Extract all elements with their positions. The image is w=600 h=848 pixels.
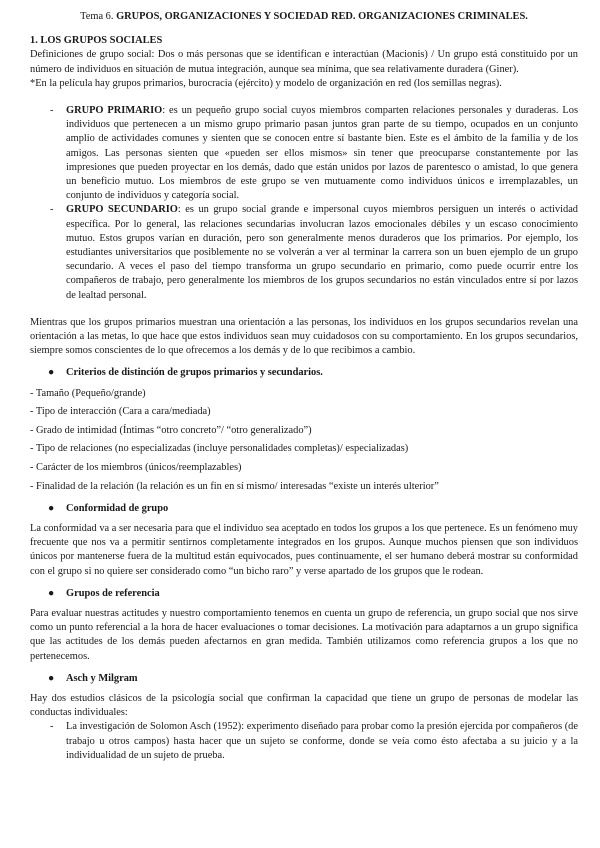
film-note: *En la película hay grupos primarios, burocracia (ejército) y modelo de organización en red (los semillas negras). [30, 77, 502, 89]
term-description: : es un pequeño grupo social cuyos miembros comparten relaciones personales y duraderas. Los individuos que pertenecen a un mismo grupo primario pasan juntos gran parte de su tiempo, ocupados en un conjunto amplio de actividades comunes y sienten que se conocen entre sí bastante bien. Este es el ámbito de la familia y de los amigos. Las personas sienten que «pueden ser ellos mismos» sin tener que preocuparse constantemente por las impresiones que pueden proyectar en los demás, dado que están unidos por lazos de parentesco o amistad, lo que genera un beneficio mutuo. Los miembros de este grupo se ven mutuamente como individuos únicos e irremplazables, un conjunto de individuos y categoría social. [66, 105, 578, 202]
criteria-item: - Tipo de interacción (Cara a cara/mediada) [30, 406, 211, 418]
reference-heading [30, 587, 578, 601]
list-item [30, 104, 578, 203]
group-types-list [30, 104, 578, 303]
comparison-paragraph: Mientras que los grupos primarios muestran una orientación a las personas, los individuos en los grupos secundarios revelan una orientación a las metas, lo que hace que estos individuos sean muy cuidadosos con su comportamiento. En los grupos secundarios, siempre somos conscientes de lo que ofrecemos a los demás y de lo que recibimos a cambio. [30, 316, 578, 357]
criteria-item: - Tipo de relaciones (no especializadas (incluye personalidades completas)/ especializadas) [30, 443, 409, 455]
criteria-item: - Grado de intimidad (Íntimas “otro concreto”/ “otro generalizado”) [30, 424, 312, 436]
dash-marker: - [50, 721, 54, 733]
reference-paragraph: Para evaluar nuestras actitudes y nuestro comportamiento tenemos en cuenta un grupo de referencia, un grupo social que nos sirve como un punto referencial a la hora de hacer evaluaciones o tomar decisiones. La motivación para adaptarnos a un grupo significa que las actitudes de los demás pueden afectarnos en gran medida. También utilizamos como referencia grupos a los que no pertenecemos. [30, 608, 578, 662]
conformity-heading-text: Conformidad de grupo [66, 502, 169, 514]
conformity-heading [30, 502, 578, 516]
topic-prefix: Tema 6. [80, 11, 114, 22]
document-title [30, 10, 578, 24]
asch-study-text: La investigación de Solomon Asch (1952): experimento diseñado para probar como la presión ejercida por compañeros (de trabajo u otros campos) hasta hacer que un sujeto se conforme, donde se veía como ésto afectaba a su juicio y a la individualidad de un sujeto de prueba. [66, 721, 578, 761]
term-secundario: GRUPO SECUNDARIO [66, 204, 178, 216]
list-item [30, 203, 578, 302]
asch-intro: Hay dos estudios clásicos de la psicología social que confirman la capacidad que tiene un grupo de personas de modelar las conductas individuales: [30, 693, 578, 719]
bullet-icon: ● [48, 587, 55, 599]
conformity-paragraph: La conformidad va a ser necesaria para que el individuo sea aceptado en todos los grupos a los que pertenece. Es un fenómeno muy frecuente que nos va a permitir sentirnos completamente integrados en los grupos. Aunque muchos piensen que son individuos únicos por mantenerse fuera de la multitud están equivocados, pues continuamente, el ser humano deberá mostrar su conformidad con el grupo si no quiere ser considerado como “un bicho raro” y verse apartado de los grupos que le rodean. [30, 523, 578, 577]
bullet-icon: ● [48, 502, 55, 514]
term-description: : es un grupo social grande e impersonal cuyos miembros persiguen un interés o actividad específica. Por lo general, las relaciones secundarias involucran lazos emocionales débiles y un escaso conocimiento mutuo. Estos grupos varían en duración, pero son generalmente menos duraderos que los primarios. Por ejemplo, los estudiantes universitarios que posiblemente no se volverán a ver al terminar la carrera son un buen ejemplo de un grupo secundario. A veces el paso del tiempo transforma un grupo secundario en primario, como puede ocurrir entre los compañeros de trabajo, pero generalmente los miembros de los grupos secundarios no están vinculados entre sí por lazos de lealtad personal. [66, 204, 578, 301]
criteria-heading [30, 366, 578, 380]
asch-heading [30, 672, 578, 686]
criteria-heading-text: Criterios de distinción de grupos primarios y secundarios. [66, 367, 323, 379]
definition-paragraph: Definiciones de grupo social: Dos o más personas que se identifican e interactúan (Macionis) / Un grupo está constituido por un número de individuos en situación de mutua integración, aunque sea mínima, que sea relativamente duradera (Giner). [30, 49, 578, 75]
dash-marker: - [50, 105, 54, 117]
asch-heading-text: Asch y Milgram [66, 672, 138, 684]
criteria-item: - Tamaño (Pequeño/grande) [30, 387, 146, 399]
bullet-icon: ● [48, 672, 55, 684]
bullet-icon: ● [48, 367, 55, 379]
criteria-item: - Finalidad de la relación (la relación es un fin en sí mismo/ interesadas “existe un interés ulterior” [30, 480, 439, 492]
dash-marker: - [50, 204, 54, 216]
topic-title: GRUPOS, ORGANIZACIONES Y SOCIEDAD RED. ORGANIZACIONES CRIMINALES. [116, 11, 528, 22]
criteria-item: - Carácter de los miembros (únicos/reemplazables) [30, 462, 242, 474]
term-primario: GRUPO PRIMARIO [66, 105, 163, 117]
section-heading: 1. LOS GRUPOS SOCIALES [30, 35, 163, 47]
reference-heading-text: Grupos de referencia [66, 587, 160, 599]
list-item [30, 720, 578, 763]
